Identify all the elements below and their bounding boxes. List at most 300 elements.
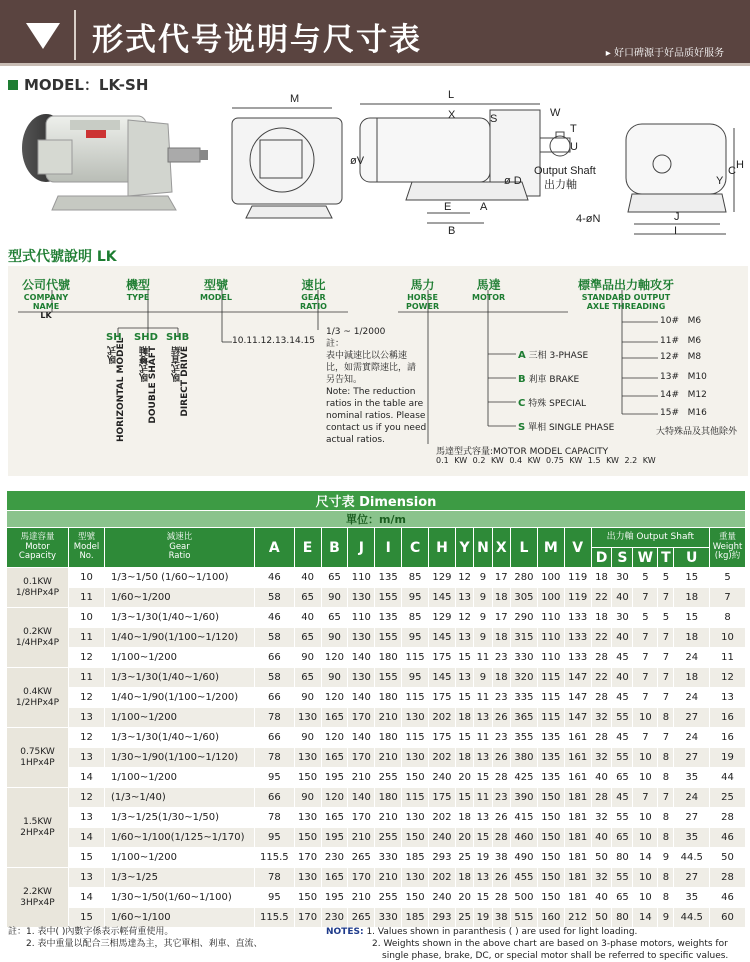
shaft-label-zh: 出力軸: [544, 179, 577, 191]
table-row: [7, 728, 746, 748]
value-cell: 110: [537, 648, 564, 668]
value-cell: 100: [537, 568, 564, 588]
value-cell: 115: [402, 648, 429, 668]
value-cell: 130: [402, 808, 429, 828]
value-cell: 15: [455, 728, 473, 748]
value-cell: 181: [564, 808, 591, 828]
header-capacity: 馬達容量 Motor Capacity: [7, 528, 69, 568]
value-cell: 20: [455, 828, 473, 848]
value-cell: 165: [321, 708, 348, 728]
value-cell: 28: [591, 728, 612, 748]
type-label: 機型 TYPE: [126, 278, 151, 302]
value-cell: 10: [633, 748, 658, 768]
value-cell: 7: [658, 728, 674, 748]
value-cell: 40: [294, 568, 321, 588]
value-cell: 240: [429, 768, 456, 788]
header-n: N: [474, 528, 492, 568]
value-cell: 115.5: [255, 908, 295, 928]
value-cell: 80: [612, 848, 633, 868]
value-cell: 46: [255, 568, 295, 588]
type-sh-en: HORIZONTAL MODEL: [116, 337, 126, 442]
value-cell: 85: [402, 568, 429, 588]
value-cell: 18: [455, 708, 473, 728]
table-title: 尺寸表 Dimension: [7, 491, 746, 511]
value-cell: 145: [429, 588, 456, 608]
value-cell: 17: [492, 608, 510, 628]
value-cell: 8: [658, 888, 674, 908]
value-cell: 150: [402, 828, 429, 848]
value-cell: 293: [429, 908, 456, 928]
header-d: D: [591, 548, 612, 568]
type-code-panel: [8, 266, 748, 476]
value-cell: 28: [591, 648, 612, 668]
value-cell: 293: [429, 848, 456, 868]
value-cell: 119: [564, 568, 591, 588]
value-cell: 120: [321, 728, 348, 748]
value-cell: 15: [474, 768, 492, 788]
dimension-drawing: [222, 88, 744, 238]
value-cell: 161: [564, 768, 591, 788]
label-s: S: [490, 113, 498, 125]
value-cell: 130: [294, 868, 321, 888]
value-cell: 515: [510, 908, 537, 928]
value-cell: 415: [510, 808, 537, 828]
model-cell: 10: [69, 608, 105, 628]
value-cell: 40: [612, 588, 633, 608]
value-cell: 8: [658, 748, 674, 768]
model-cell: 13: [69, 708, 105, 728]
value-cell: 150: [537, 888, 564, 908]
value-cell: 13: [455, 628, 473, 648]
value-cell: 133: [564, 628, 591, 648]
value-cell: 330: [375, 848, 402, 868]
value-cell: 290: [510, 608, 537, 628]
value-cell: 26: [492, 868, 510, 888]
value-cell: 170: [348, 748, 375, 768]
table-row: [7, 608, 746, 628]
value-cell: 133: [564, 608, 591, 628]
value-cell: 27: [674, 868, 710, 888]
value-cell: 7: [658, 688, 674, 708]
type-shd-code: SHD: [134, 332, 158, 343]
label-v: øV: [350, 155, 365, 167]
value-cell: 18: [674, 588, 710, 608]
value-cell: 22: [591, 668, 612, 688]
value-cell: 10: [633, 708, 658, 728]
model-cell: 14: [69, 828, 105, 848]
value-cell: 16: [710, 708, 746, 728]
value-cell: 161: [564, 728, 591, 748]
value-cell: 210: [375, 808, 402, 828]
model-cell: 11: [69, 588, 105, 608]
model-cell: 14: [69, 888, 105, 908]
value-cell: 202: [429, 868, 456, 888]
value-cell: 5: [658, 568, 674, 588]
value-cell: 110: [537, 628, 564, 648]
value-cell: 15: [455, 788, 473, 808]
value-cell: 8: [658, 828, 674, 848]
header-t: T: [658, 548, 674, 568]
value-cell: 35: [674, 888, 710, 908]
value-cell: 365: [510, 708, 537, 728]
label-i: I: [674, 225, 678, 237]
value-cell: 80: [612, 908, 633, 928]
value-cell: 135: [537, 748, 564, 768]
header-banner: [0, 0, 750, 66]
value-cell: 7: [633, 788, 658, 808]
value-cell: 25: [710, 788, 746, 808]
ratio-cell: 1/100~1/200: [105, 848, 255, 868]
thread-12: 12# M8: [660, 352, 702, 362]
value-cell: 19: [474, 908, 492, 928]
value-cell: 180: [375, 788, 402, 808]
ratio-cell: 1/40~1/90(1/100~1/120): [105, 628, 255, 648]
value-cell: 26: [492, 748, 510, 768]
value-cell: 23: [492, 688, 510, 708]
value-cell: 45: [612, 648, 633, 668]
value-cell: 181: [564, 848, 591, 868]
header-b: B: [321, 528, 348, 568]
value-cell: 78: [255, 808, 295, 828]
value-cell: 150: [537, 828, 564, 848]
value-cell: 165: [321, 868, 348, 888]
value-cell: 55: [612, 868, 633, 888]
model-cell: 12: [69, 688, 105, 708]
value-cell: 8: [658, 868, 674, 888]
motor-label: 馬達 MOTOR: [472, 278, 506, 302]
value-cell: 160: [537, 908, 564, 928]
value-cell: 45: [612, 688, 633, 708]
value-cell: 90: [294, 728, 321, 748]
shaft-threading-label: 標準品出力軸攻牙 STANDARD OUTPUT AXLE THREADING: [578, 278, 675, 311]
value-cell: 65: [612, 828, 633, 848]
ratio-cell: 1/3~1/30(1/40~1/60): [105, 728, 255, 748]
motor-s: S 單相 SINGLE PHASE: [518, 422, 615, 433]
value-cell: 66: [255, 788, 295, 808]
value-cell: 181: [564, 888, 591, 908]
value-cell: 45: [612, 728, 633, 748]
value-cell: 305: [510, 588, 537, 608]
model-cell: 13: [69, 808, 105, 828]
value-cell: 7: [633, 588, 658, 608]
ratio-cell: (1/3~1/40): [105, 788, 255, 808]
model-cell: 15: [69, 908, 105, 928]
value-cell: 165: [321, 748, 348, 768]
value-cell: 7: [710, 588, 746, 608]
value-cell: 265: [348, 848, 375, 868]
value-cell: 90: [321, 588, 348, 608]
value-cell: 28: [591, 688, 612, 708]
model-heading: MODEL：LK-SH: [8, 74, 148, 95]
ratio-cell: 1/3~1/25(1/30~1/50): [105, 808, 255, 828]
value-cell: 18: [492, 628, 510, 648]
value-cell: 210: [348, 888, 375, 908]
value-cell: 78: [255, 868, 295, 888]
value-cell: 5: [633, 608, 658, 628]
value-cell: 150: [537, 868, 564, 888]
value-cell: 161: [564, 748, 591, 768]
table-row: [7, 568, 746, 588]
value-cell: 35: [674, 768, 710, 788]
label-u: U: [570, 141, 578, 153]
value-cell: 130: [348, 668, 375, 688]
value-cell: 195: [321, 828, 348, 848]
value-cell: 66: [255, 648, 295, 668]
table-row: [7, 768, 746, 788]
capacity-cell: 1.5KW 2HPx4P: [7, 788, 69, 868]
value-cell: 155: [375, 628, 402, 648]
notes-en: NOTES: 1. Values shown in paranthesis ( ) are used for light loading. 2. Weights shown in the above chart are based on 3-phase motors, weights for single phase, brake, DC, or special motor shall be referred to specific values.: [326, 927, 729, 961]
value-cell: 90: [321, 628, 348, 648]
value-cell: 10: [633, 808, 658, 828]
header-u: U: [674, 548, 710, 568]
value-cell: 150: [294, 828, 321, 848]
value-cell: 255: [375, 828, 402, 848]
value-cell: 16: [710, 728, 746, 748]
value-cell: 7: [658, 648, 674, 668]
value-cell: 26: [492, 708, 510, 728]
value-cell: 13: [474, 868, 492, 888]
value-cell: 150: [537, 788, 564, 808]
label-h: H: [736, 159, 744, 171]
value-cell: 60: [710, 908, 746, 928]
table-row: [7, 848, 746, 868]
type-sh-code: SH: [106, 332, 122, 343]
header-a: A: [255, 528, 295, 568]
ratio-cell: 1/60~1/200: [105, 588, 255, 608]
value-cell: 265: [348, 908, 375, 928]
header-output-shaft: 出力軸 Output Shaft: [591, 528, 709, 548]
value-cell: 50: [591, 848, 612, 868]
value-cell: 10: [633, 768, 658, 788]
value-cell: 7: [633, 688, 658, 708]
model-cell: 13: [69, 868, 105, 888]
header-w: W: [633, 548, 658, 568]
value-cell: 355: [510, 728, 537, 748]
header-s: S: [612, 548, 633, 568]
value-cell: 28: [591, 788, 612, 808]
value-cell: 65: [612, 888, 633, 908]
value-cell: 32: [591, 868, 612, 888]
value-cell: 170: [348, 868, 375, 888]
value-cell: 10: [633, 888, 658, 908]
value-cell: 55: [612, 748, 633, 768]
value-cell: 12: [455, 568, 473, 588]
value-cell: 115: [402, 688, 429, 708]
value-cell: 110: [348, 568, 375, 588]
value-cell: 25: [455, 848, 473, 868]
type-shd-en: DOUBLE SHAFT: [148, 346, 158, 424]
value-cell: 133: [564, 648, 591, 668]
value-cell: 12: [710, 668, 746, 688]
ratio-cell: 1/60~1/100: [105, 908, 255, 928]
value-cell: 115: [402, 728, 429, 748]
value-cell: 130: [402, 708, 429, 728]
value-cell: 9: [474, 628, 492, 648]
table-row: [7, 588, 746, 608]
value-cell: 9: [658, 908, 674, 928]
value-cell: 130: [294, 708, 321, 728]
value-cell: 280: [510, 568, 537, 588]
value-cell: 18: [455, 748, 473, 768]
value-cell: 13: [474, 748, 492, 768]
value-cell: 115: [537, 668, 564, 688]
value-cell: 35: [674, 828, 710, 848]
value-cell: 175: [429, 688, 456, 708]
ratio-cell: 1/3~1/25: [105, 868, 255, 888]
value-cell: 32: [591, 748, 612, 768]
table-row: [7, 888, 746, 908]
model-cell: 12: [69, 648, 105, 668]
value-cell: 181: [564, 868, 591, 888]
label-b: B: [448, 225, 456, 237]
type-shd-zh: 臥式雙軸: [140, 346, 150, 382]
value-cell: 27: [674, 748, 710, 768]
value-cell: 330: [510, 648, 537, 668]
value-cell: 150: [402, 768, 429, 788]
value-cell: 10: [710, 628, 746, 648]
header-y: Y: [455, 528, 473, 568]
value-cell: 95: [402, 628, 429, 648]
ratio-cell: 1/100~1/200: [105, 708, 255, 728]
table-row: [7, 748, 746, 768]
header-weight: 重量 Weight (kg)約: [710, 528, 746, 568]
value-cell: 147: [564, 708, 591, 728]
capacity-cell: 0.75KW 1HPx4P: [7, 728, 69, 788]
ratio-cell: 1/30~1/90(1/100~1/120): [105, 748, 255, 768]
value-cell: 175: [429, 788, 456, 808]
value-cell: 150: [294, 888, 321, 908]
value-cell: 5: [658, 608, 674, 628]
value-cell: 24: [674, 648, 710, 668]
value-cell: 230: [321, 848, 348, 868]
table-row: [7, 708, 746, 728]
model-cell: 14: [69, 768, 105, 788]
value-cell: 65: [294, 628, 321, 648]
label-d: ø D: [504, 175, 522, 187]
value-cell: 195: [321, 768, 348, 788]
value-cell: 28: [492, 828, 510, 848]
value-cell: 28: [492, 768, 510, 788]
value-cell: 150: [294, 768, 321, 788]
value-cell: 15: [474, 888, 492, 908]
table-row: [7, 908, 746, 928]
value-cell: 46: [710, 828, 746, 848]
header-model: 型號 Model No.: [69, 528, 105, 568]
value-cell: 115: [537, 688, 564, 708]
value-cell: 150: [537, 848, 564, 868]
slogan: ▸ 好口碑源于好品质好服务: [605, 48, 724, 59]
value-cell: 55: [612, 708, 633, 728]
value-cell: 13: [474, 808, 492, 828]
value-cell: 150: [402, 888, 429, 908]
value-cell: 165: [321, 808, 348, 828]
value-cell: 50: [710, 848, 746, 868]
value-cell: 110: [348, 608, 375, 628]
value-cell: 100: [537, 588, 564, 608]
model-cell: 11: [69, 668, 105, 688]
value-cell: 120: [321, 648, 348, 668]
type-shb-zh: 臥式直結: [172, 346, 182, 382]
value-cell: 32: [591, 708, 612, 728]
header-e: E: [294, 528, 321, 568]
value-cell: 210: [375, 868, 402, 888]
value-cell: 95: [255, 768, 295, 788]
value-cell: 135: [537, 728, 564, 748]
value-cell: 18: [455, 808, 473, 828]
value-cell: 65: [612, 768, 633, 788]
gear-ratio-note: 1/3 ~ 1/2000 註： 表中減速比以公稱速 比，如需實際速比，請 另告知。 Note: The reduction ratios in the table are nominal ratios. Please contact us if you need actual ratios.: [326, 327, 427, 445]
capacity-cell: 0.4KW 1/2HPx4P: [7, 668, 69, 728]
value-cell: 180: [375, 728, 402, 748]
value-cell: 30: [612, 608, 633, 628]
value-cell: 28: [710, 808, 746, 828]
value-cell: 181: [564, 788, 591, 808]
value-cell: 19: [710, 748, 746, 768]
value-cell: 30: [612, 568, 633, 588]
label-y: Y: [716, 175, 724, 187]
value-cell: 240: [429, 888, 456, 908]
value-cell: 22: [591, 588, 612, 608]
value-cell: 11: [474, 728, 492, 748]
value-cell: 150: [537, 808, 564, 828]
value-cell: 65: [294, 668, 321, 688]
value-cell: 40: [591, 768, 612, 788]
value-cell: 140: [348, 688, 375, 708]
value-cell: 140: [348, 648, 375, 668]
value-cell: 145: [429, 628, 456, 648]
label-c: C: [728, 165, 736, 177]
value-cell: 7: [633, 728, 658, 748]
value-cell: 185: [402, 908, 429, 928]
header-c: C: [402, 528, 429, 568]
value-cell: 50: [591, 908, 612, 928]
value-cell: 18: [591, 568, 612, 588]
value-cell: 9: [658, 848, 674, 868]
value-cell: 58: [255, 668, 295, 688]
value-cell: 65: [321, 568, 348, 588]
value-cell: 15: [455, 688, 473, 708]
value-cell: 9: [474, 668, 492, 688]
label-e: E: [444, 201, 452, 213]
value-cell: 210: [375, 748, 402, 768]
header-h: H: [429, 528, 456, 568]
thread-11: 11# M6: [660, 336, 702, 346]
value-cell: 145: [429, 668, 456, 688]
value-cell: 18: [492, 668, 510, 688]
value-cell: 65: [294, 588, 321, 608]
value-cell: 7: [633, 628, 658, 648]
table-row: [7, 828, 746, 848]
value-cell: 18: [455, 868, 473, 888]
value-cell: 38: [492, 848, 510, 868]
value-cell: 212: [564, 908, 591, 928]
thread-14: 14# M12: [660, 390, 707, 400]
horse-power-label: 馬力 HORSE POWER: [406, 278, 440, 311]
value-cell: 115: [402, 788, 429, 808]
special-note: 大特殊品及其他除外: [656, 427, 738, 437]
thread-13: 13# M10: [660, 372, 707, 382]
model-label: 型號 MODEL: [200, 278, 232, 302]
value-cell: 460: [510, 828, 537, 848]
value-cell: 9: [474, 608, 492, 628]
value-cell: 95: [402, 588, 429, 608]
value-cell: 185: [402, 848, 429, 868]
value-cell: 13: [455, 588, 473, 608]
model-cell: 11: [69, 628, 105, 648]
value-cell: 95: [255, 828, 295, 848]
value-cell: 44.5: [674, 908, 710, 928]
